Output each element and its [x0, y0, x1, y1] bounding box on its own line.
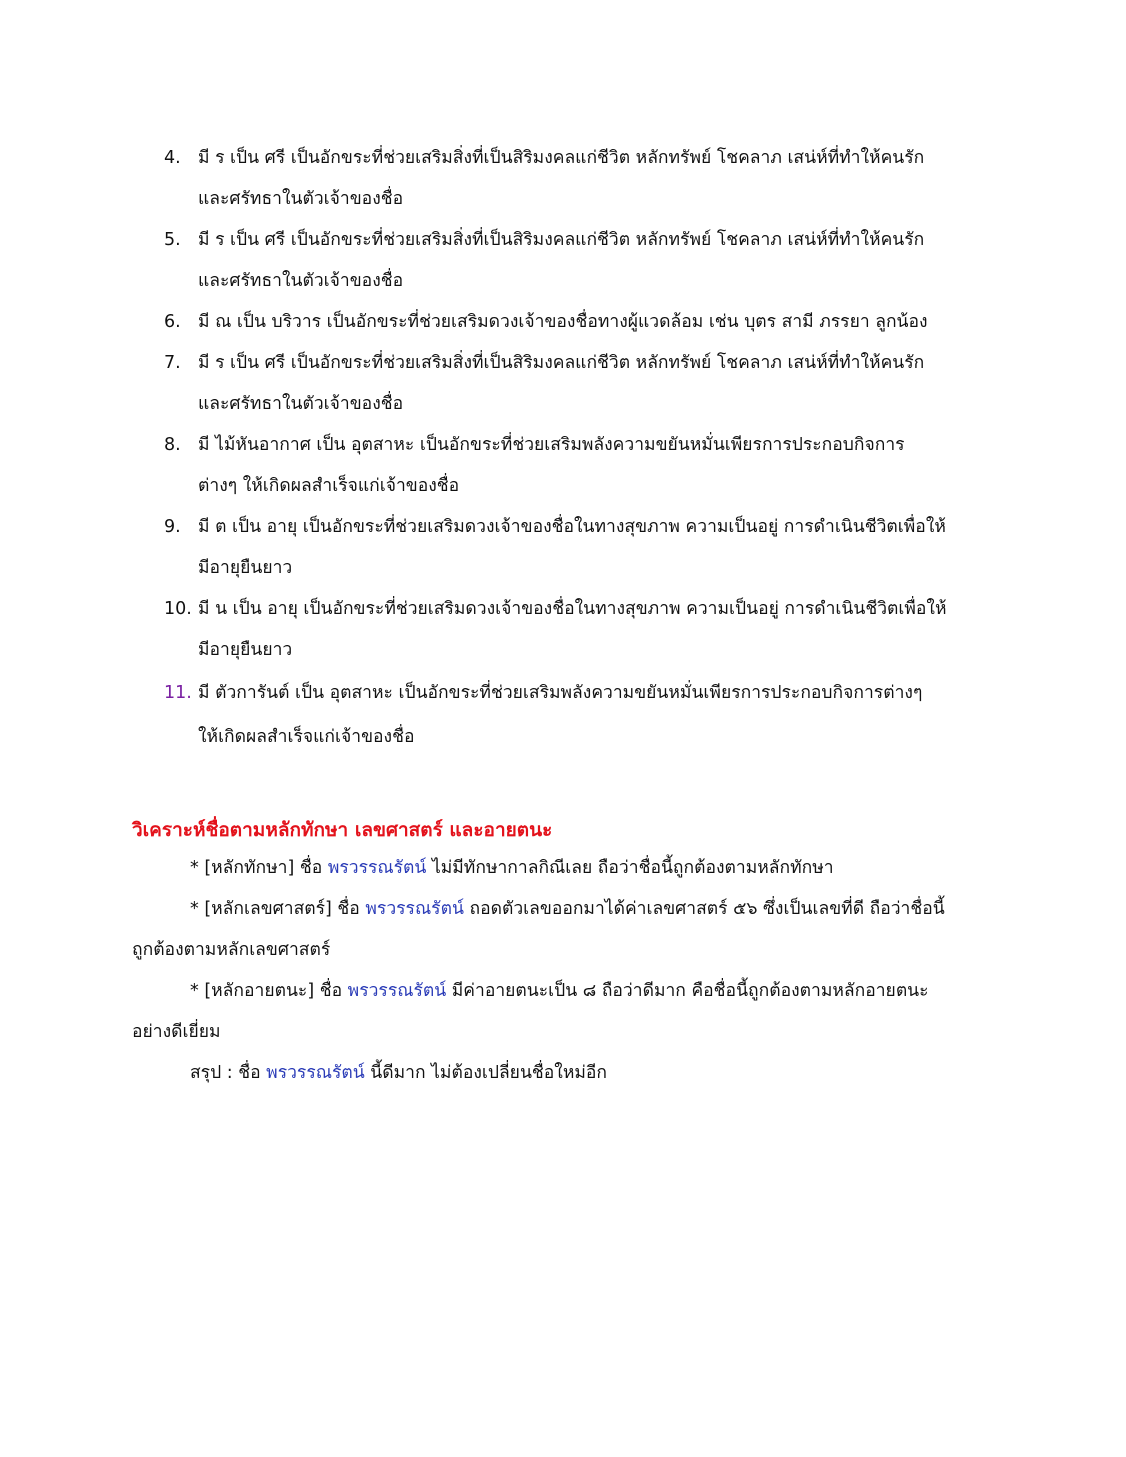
list-text-line: มี ร เป็น ศรี เป็นอักขระที่ช่วยเสริมสิ่งที่เป็นสิริมงคลแก่ชีวิต หลักทรัพย์ โชคลาภ เสน่ห์ที่ทำให้คนรัก: [198, 230, 925, 250]
person-name: พรวรรณรัตน์: [365, 899, 464, 919]
list-text-line: มี ร เป็น ศรี เป็นอักขระที่ช่วยเสริมสิ่งที่เป็นสิริมงคลแก่ชีวิต หลักทรัพย์ โชคลาภ เสน่ห์ที่ทำให้คนรัก: [198, 148, 925, 168]
list-number: 11.: [164, 683, 192, 703]
summary-paragraph: สรุป : ชื่อ พรวรรณรัตน์ นี้ดีมาก ไม่ต้องเปลี่ยนชื่อใหม่อีก: [190, 1063, 608, 1083]
list-item: [164, 671, 1004, 759]
takasa-paragraph: * [หลักทักษา] ชื่อ พรวรรณรัตน์ ไม่มีทักษากาลกิณีเลย ถือว่าชื่อนี้ถูกต้องตามหลักทักษา: [190, 858, 834, 878]
numbered-list: [164, 138, 1004, 759]
list-text-line: มีอายุยืนยาว: [198, 558, 293, 578]
list-number: 9.: [164, 517, 181, 537]
person-name: พรวรรณรัตน์: [327, 858, 427, 878]
list-item: [164, 507, 1004, 589]
list-text-line: ให้เกิดผลสำเร็จแก่เจ้าของชื่อ: [198, 727, 415, 747]
list-item: [164, 220, 1004, 302]
person-name: พรวรรณรัตน์: [347, 981, 447, 1001]
list-item: [164, 589, 1004, 671]
list-text-line: มี ณ เป็น บริวาร เป็นอักขระที่ช่วยเสริมดวงเจ้าของชื่อทางผู้แวดล้อม เช่น บุตร สามี ภรรยา ลูกน้อง: [198, 312, 928, 332]
section-heading: วิเคราะห์ชื่อตามหลักทักษา เลขศาสตร์ และอายตนะ: [132, 819, 553, 841]
list-number: 10.: [164, 599, 192, 619]
list-number: 6.: [164, 312, 181, 332]
list-item: [164, 302, 1004, 343]
list-text-line: มี ร เป็น ศรี เป็นอักขระที่ช่วยเสริมสิ่งที่เป็นสิริมงคลแก่ชีวิต หลักทรัพย์ โชคลาภ เสน่ห์ที่ทำให้คนรัก: [198, 353, 925, 373]
list-text-line: มี ต เป็น อายุ เป็นอักขระที่ช่วยเสริมดวงเจ้าของชื่อในทางสุขภาพ ความเป็นอยู่ การดำเนินชีวิตเพื่อให้: [198, 517, 946, 537]
numerology-paragraph: * [หลักเลขศาสตร์] ชื่อ พรวรรณรัตน์ ถอดตัวเลขออกมาได้ค่าเลขศาสตร์ ๕๖ ซึ่งเป็นเลขที่ดี ถือว่าชื่อนี้ ถูกต้องตามหลักเลขศาสตร์: [132, 899, 945, 960]
list-text-line: มีอายุยืนยาว: [198, 640, 293, 660]
list-number: 7.: [164, 353, 181, 373]
list-number: 8.: [164, 435, 181, 455]
list-text-line: และศรัทธาในตัวเจ้าของชื่อ: [198, 189, 404, 209]
list-item: [164, 138, 1004, 220]
list-text-line: มี ตัวการันต์ เป็น อุตสาหะ เป็นอักขระที่ช่วยเสริมพลังความขยันหมั่นเพียรการประกอบกิจการต่างๆ: [198, 683, 923, 703]
list-text-line: และศรัทธาในตัวเจ้าของชื่อ: [198, 394, 404, 414]
list-item: [164, 425, 1004, 507]
list-text-line: มี ไม้หันอากาศ เป็น อุตสาหะ เป็นอักขระที่ช่วยเสริมพลังความขยันหมั่นเพียรการประกอบกิจการ: [198, 435, 905, 455]
list-item: [164, 343, 1004, 425]
ayatana-paragraph: * [หลักอายตนะ] ชื่อ พรวรรณรัตน์ มีค่าอายตนะเป็น ๘ ถือว่าดีมาก คือชื่อนี้ถูกต้องตามหลักอายตนะ อย่างดีเยี่ยม: [132, 981, 929, 1042]
list-number: 5.: [164, 230, 181, 250]
person-name: พรวรรณรัตน์: [266, 1063, 365, 1083]
list-text-line: มี น เป็น อายุ เป็นอักขระที่ช่วยเสริมดวงเจ้าของชื่อในทางสุขภาพ ความเป็นอยู่ การดำเนินชีวิตเพื่อให้: [198, 599, 947, 619]
list-text-line: และศรัทธาในตัวเจ้าของชื่อ: [198, 271, 404, 291]
list-number: 4.: [164, 148, 181, 168]
list-text-line: ต่างๆ ให้เกิดผลสำเร็จแก่เจ้าของชื่อ: [198, 476, 460, 496]
